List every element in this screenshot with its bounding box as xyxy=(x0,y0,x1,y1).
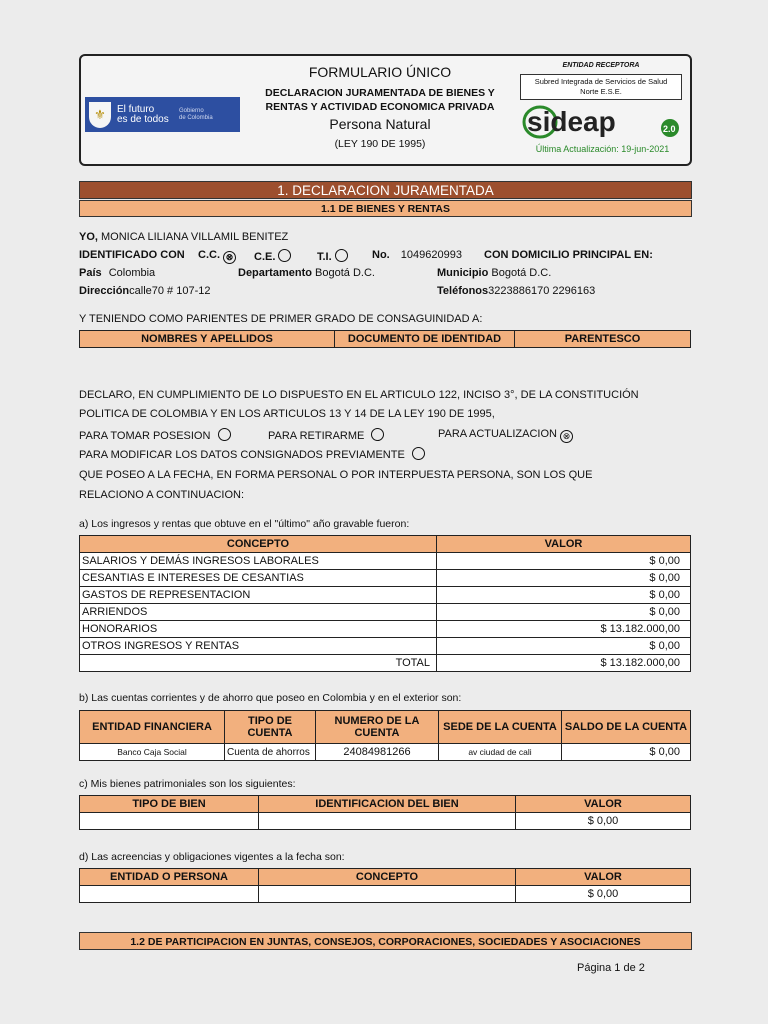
retirarme-option: PARA RETIRARME xyxy=(268,428,384,442)
col-tipo-cuenta: TIPO DE CUENTA xyxy=(225,711,316,744)
col-numero-cuenta: NUMERO DE LA CUENTA xyxy=(316,711,439,744)
direccion-line: Direccióncalle70 # 107-12 xyxy=(79,285,211,297)
cuentas-table xyxy=(79,710,691,761)
col-documento: DOCUMENTO DE IDENTIDAD xyxy=(335,331,515,348)
entidad-receptora-box: Subred Integrada de Servicios de Salud Norte E.S.E. xyxy=(520,74,682,100)
doc-number-line: No. 1049620993 xyxy=(372,249,462,261)
page-number: Página 1 de 2 xyxy=(577,962,645,974)
declarant-line: YO, MONICA LILIANA VILLAMIL BENITEZ xyxy=(79,231,289,243)
municipio-value: Bogotá D.C. xyxy=(491,267,552,279)
bienes-table xyxy=(79,795,691,830)
declaration-title: DECLARACION JURAMENTADA DE BIENES Y RENTAS Y ACTIVIDAD ECONOMICA PRIVADA xyxy=(265,87,495,113)
table-row: GASTOS DE REPRESENTACION $ 0,00 xyxy=(80,587,691,604)
actualizacion-option: PARA ACTUALIZACION ⊗ xyxy=(438,428,573,443)
posesion-option: PARA TOMAR POSESION xyxy=(79,428,231,442)
col-concepto: CONCEPTO xyxy=(80,536,437,553)
acreencias-intro: d) Las acreencias y obligaciones vigentes a la fecha son: xyxy=(79,851,345,863)
pais-value: Colombia xyxy=(108,267,156,279)
svg-text:2.0: 2.0 xyxy=(663,124,676,134)
col-entidad-persona: ENTIDAD O PERSONA xyxy=(80,869,259,886)
municipio-line: Municipio Bogotá D.C. xyxy=(437,267,552,279)
col-identificacion-bien: IDENTIFICACION DEL BIEN xyxy=(259,796,516,813)
total-label: TOTAL xyxy=(80,655,437,672)
ley-label: (LEY 190 DE 1995) xyxy=(334,138,426,150)
ingresos-table xyxy=(79,535,691,672)
actualizacion-radio[interactable]: ⊗ xyxy=(560,430,573,443)
ultima-actualizacion: Última Actualización: 19-jun-2021 xyxy=(535,144,670,154)
table-row: CESANTIAS E INTERESES DE CESANTIAS $ 0,00 xyxy=(80,570,691,587)
modificar-option: PARA MODIFICAR LOS DATOS CONSIGNADOS PREVIAMENTE xyxy=(79,447,425,461)
section-1-2-title: 1.2 DE PARTICIPACION EN JUNTAS, CONSEJOS, CORPORACIONES, SOCIEDADES Y ASOCIACIONES xyxy=(79,932,692,950)
gobierno-logo xyxy=(85,97,240,132)
section-1-title: 1. DECLARACION JURAMENTADA xyxy=(79,181,692,199)
depto-value: Bogotá D.C. xyxy=(315,267,375,279)
ti-option: T.I. xyxy=(317,249,348,263)
posesion-radio[interactable] xyxy=(218,428,231,441)
total-value: $ 13.182.000,00 xyxy=(437,655,691,672)
declarant-name: MONICA LILIANA VILLAMIL BENITEZ xyxy=(101,231,289,243)
cuentas-intro: b) Las cuentas corrientes y de ahorro que poseo en Colombia y en el exterior son: xyxy=(79,692,462,704)
col-tipo-bien: TIPO DE BIEN xyxy=(80,796,259,813)
depto-line: Departamento Bogotá D.C. xyxy=(238,267,375,279)
telefonos-value: 3223886170 2296163 xyxy=(488,285,596,297)
col-sede-cuenta: SEDE DE LA CUENTA xyxy=(439,711,562,744)
col-saldo-cuenta: SALDO DE LA CUENTA xyxy=(562,711,691,744)
modificar-radio[interactable] xyxy=(412,447,425,460)
id-label: IDENTIFICADO CON xyxy=(79,249,185,261)
ce-option: C.E. xyxy=(254,249,291,263)
col-nombres: NOMBRES Y APELLIDOS xyxy=(80,331,335,348)
doc-number: 1049620993 xyxy=(400,249,462,261)
logo-gov2: de Colombia xyxy=(179,114,213,121)
retirarme-radio[interactable] xyxy=(371,428,384,441)
table-row: Banco Caja Social Cuenta de ahorros 24084981266 av ciudad de cali $ 0,00 xyxy=(80,744,691,761)
logo-line1: El futuro xyxy=(117,103,155,115)
direccion-value: calle70 # 107-12 xyxy=(129,285,211,297)
pais-line: País Colombia xyxy=(79,267,156,279)
declaro-line1: DECLARO, EN CUMPLIMIENTO DE LO DISPUESTO EN EL ARTICULO 122, INCISO 3°, DE LA CONSTITUCIÓN xyxy=(79,389,639,401)
col-parentesco: PARENTESCO xyxy=(515,331,691,348)
logo-gov1: Gobierno xyxy=(179,107,204,114)
table-row: $ 0,00 xyxy=(80,813,691,830)
persona-natural: Persona Natural xyxy=(329,116,431,132)
declaro-line2: POLITICA DE COLOMBIA Y EN LOS ARTICULOS 13 Y 14 DE LA LEY 190 DE 1995, xyxy=(79,408,495,420)
table-row: ARRIENDOS $ 0,00 xyxy=(80,604,691,621)
table-row: SALARIOS Y DEMÁS INGRESOS LABORALES $ 0,00 xyxy=(80,553,691,570)
table-row: OTROS INGRESOS Y RENTAS $ 0,00 xyxy=(80,638,691,655)
acreencias-table xyxy=(79,868,691,903)
col-entidad: ENTIDAD FINANCIERA xyxy=(80,711,225,744)
parientes-intro: Y TENIENDO COMO PARIENTES DE PRIMER GRADO DE CONSAGUINIDAD A: xyxy=(79,313,483,325)
telefonos-line: Teléfonos3223886170 2296163 xyxy=(437,285,596,297)
ti-radio[interactable] xyxy=(335,249,348,262)
declaro-line6: RELACIONO A CONTINUACION: xyxy=(79,489,245,501)
colombia-shield-icon: ⚜ xyxy=(89,102,111,128)
declaro-line5: QUE POSEO A LA FECHA, EN FORMA PERSONAL O POR INTERPUESTA PERSONA, SON LOS QUE xyxy=(79,469,593,481)
svg-text:sideap: sideap xyxy=(527,106,616,137)
sideap-logo xyxy=(522,104,682,140)
col-concepto-acreencia: CONCEPTO xyxy=(259,869,516,886)
total-row xyxy=(80,655,691,672)
section-1-1-title: 1.1 DE BIENES Y RENTAS xyxy=(79,200,692,217)
col-valor-bien: VALOR xyxy=(516,796,691,813)
table-row: $ 0,00 xyxy=(80,886,691,903)
parientes-table xyxy=(79,330,691,348)
logo-line2: es de todos xyxy=(117,113,169,125)
bienes-intro: c) Mis bienes patrimoniales son los siguientes: xyxy=(79,778,296,790)
table-row: HONORARIOS $ 13.182.000,00 xyxy=(80,621,691,638)
ingresos-intro: a) Los ingresos y rentas que obtuve en el "último" año gravable fueron: xyxy=(79,518,410,530)
domicilio-label: CON DOMICILIO PRINCIPAL EN: xyxy=(484,249,653,261)
ce-radio[interactable] xyxy=(278,249,291,262)
cc-radio[interactable]: ⊗ xyxy=(223,251,236,264)
col-valor-acreencia: VALOR xyxy=(516,869,691,886)
cc-option: C.C. ⊗ xyxy=(198,249,236,264)
form-title: FORMULARIO ÚNICO xyxy=(308,64,452,80)
col-valor: VALOR xyxy=(437,536,691,553)
entidad-label: ENTIDAD RECEPTORA xyxy=(562,62,640,69)
